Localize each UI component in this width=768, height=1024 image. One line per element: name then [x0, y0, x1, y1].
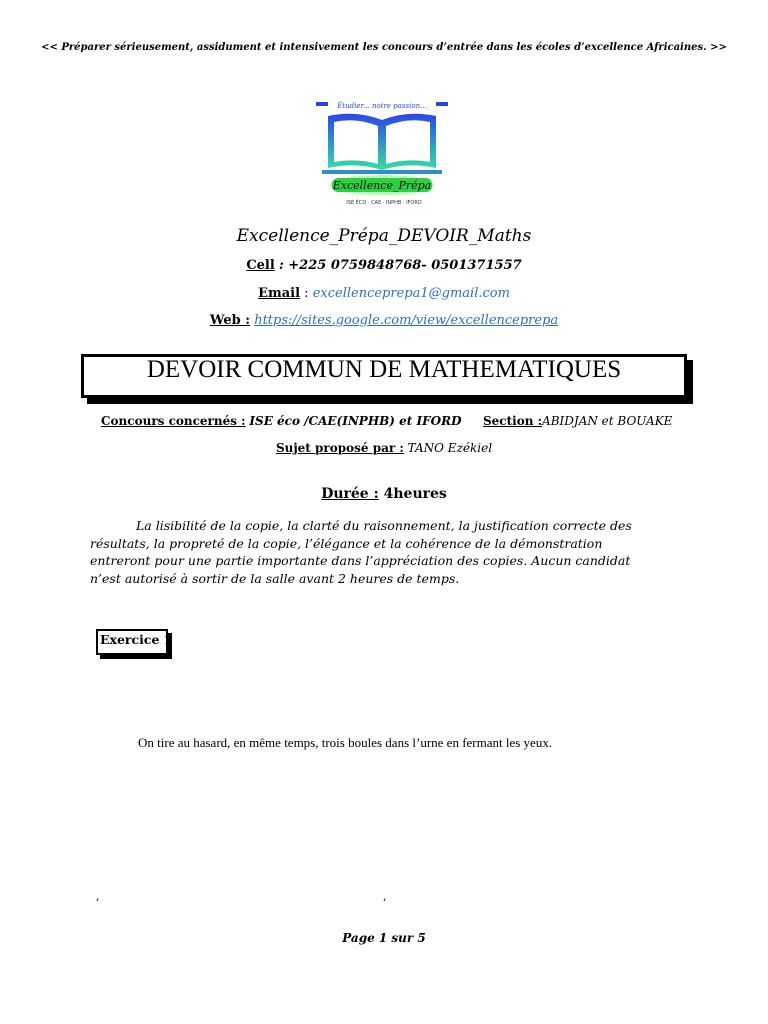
section-value: ABIDJAN et BOUAKE [542, 414, 673, 428]
duree-line [0, 486, 768, 502]
email-separator: : [304, 286, 309, 301]
sujet-line [0, 441, 768, 455]
document-title: Excellence_Prépa_DEVOIR_Maths [236, 226, 532, 246]
duree-label: Durée : [321, 486, 379, 502]
logo [312, 100, 460, 208]
instructions-paragraph: La lisibilité de la copie, la clarté du raisonnement, la justification correcte des résultats, la propreté de la copie, l’élégance et la cohérence de la démonstration entreront pour une partie importante dans l’appréciation des copies. Aucun candidat n’est autorisé à sortir de la salle avant 2 heures de temps. [90, 518, 632, 586]
logo-name: Excellence_Prépa [332, 179, 432, 192]
duree-value: 4heures [383, 486, 447, 502]
exercise-sentence: On tire au hasard, en même temps, trois boules dans l’urne en fermant les yeux. [138, 735, 553, 750]
sujet-label: Sujet proposé par : [275, 441, 404, 455]
stray-comma: , [96, 890, 100, 903]
stray-comma: , [383, 890, 387, 903]
web-line [0, 313, 768, 328]
web-link[interactable]: https://sites.google.com/view/excellenceprepa [254, 313, 559, 328]
page-number: Page 1 sur 5 [342, 931, 426, 945]
concours-value: ISE éco /CAE(INPHB) et IFORD [249, 414, 462, 428]
cell-label: Cell [246, 258, 275, 273]
cell-line [0, 258, 768, 273]
email-label: Email [258, 286, 301, 301]
header-motto: << Préparer sérieusement, assidument et intensivement les concours d’entrée dans les écoles d’excellence Africaines. >> [41, 42, 727, 53]
section-line [483, 414, 672, 428]
sujet-value: TANO Ezékiel [407, 441, 493, 455]
email-line [0, 286, 768, 301]
logo-tagline: Étudier... notre passion... [337, 102, 427, 110]
concours-label: Concours concernés : [101, 414, 246, 428]
email-link[interactable]: excellenceprepa1@gmail.com [312, 286, 510, 301]
cell-value: : +225 0759848768- 0501371557 [278, 258, 522, 273]
web-label: Web : [209, 313, 251, 328]
exam-title: DEVOIR COMMUN DE MATHEMATIQUES [146, 356, 622, 383]
logo-subline: ISE ÉCO · CAE · INPHB · IFORD [346, 200, 422, 206]
exercise-label: Exercice 1 [100, 632, 173, 647]
section-label: Section : [483, 414, 543, 428]
concours-line [101, 414, 461, 428]
